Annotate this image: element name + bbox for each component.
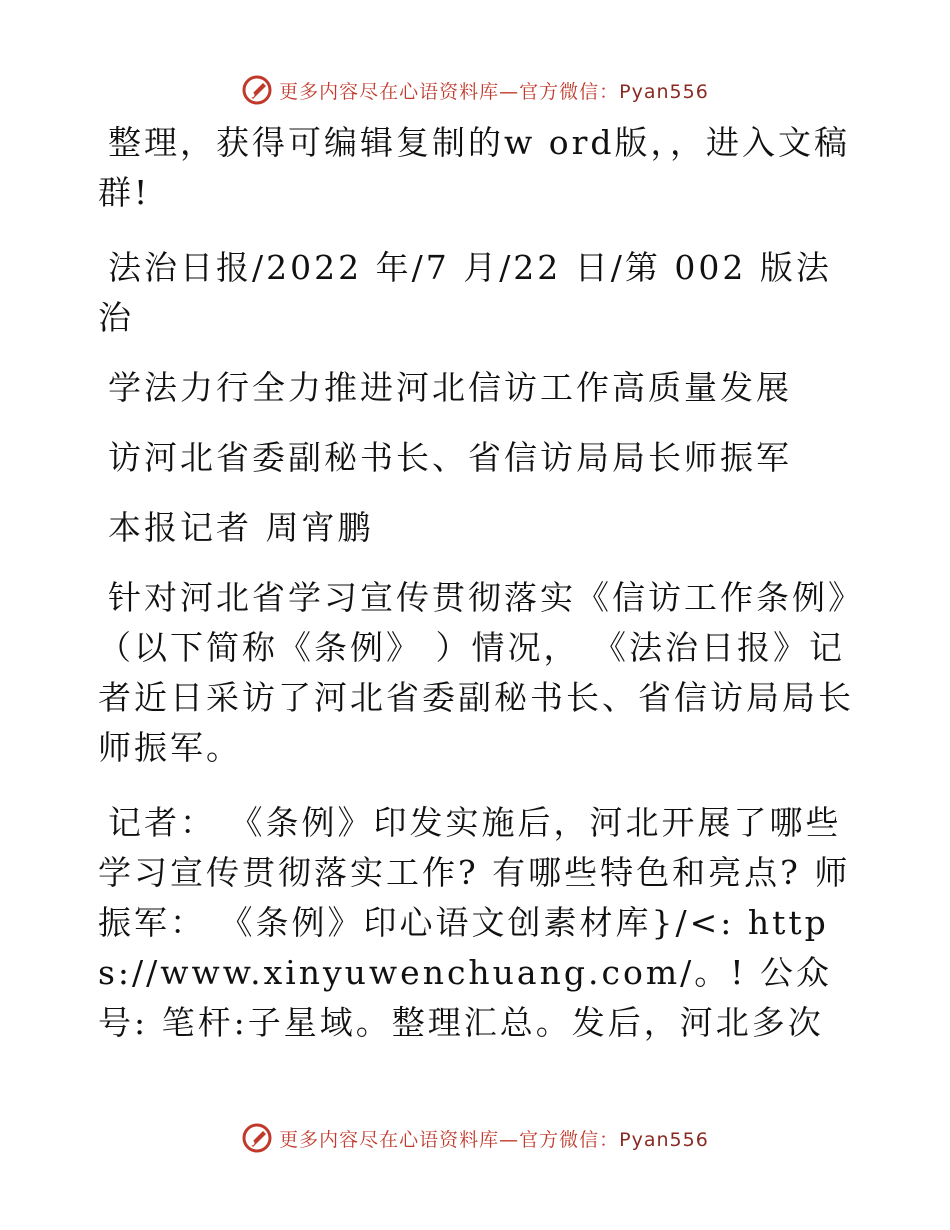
paragraph-intro: 整理，获得可编辑复制的w ord版，，进入文稿群! [98,123,851,212]
brand-logo-icon [241,1122,273,1154]
banner-text: 更多内容尽在心语资料库—官方微信：Pyan556 [279,1128,709,1151]
article-subtitle: 访河北省委副秘书长、省信访局局长师振军 [108,438,792,477]
document-body [98,118,858,1073]
wechat-id: Pyan556 [619,80,709,103]
paragraph-lead: 针对河北省学习宣传贯彻落实《信访工作条例》（以下简称《条例》 ）情况， 《法治日报》记者近日采访了河北省委副秘书长、省信访局局长师振军。 [98,578,854,767]
banner-text: 更多内容尽在心语资料库—官方微信：Pyan556 [279,80,709,103]
top-banner [0,70,950,110]
paragraph-source: 法治日报/2022 年/7 月/22 日/第 002 版法治 [98,248,832,337]
wechat-id: Pyan556 [619,1128,709,1151]
article-title: 学法力行全力推进河北信访工作高质量发展 [108,368,792,407]
brand-logo-icon [241,74,273,106]
bottom-banner [0,1118,950,1158]
paragraph-interview: 记者： 《条例》印发实施后，河北开展了哪些学习宣传贯彻落实工作? 有哪些特色和亮点? 师振军： 《条例》印心语文创素材库}/<: https://www.xinyuwenchuang.com/。! 公众号: 笔杆:子星域。整理汇总。发后，河北多次 [98,803,851,1042]
article-byline: 本报记者 周宵鹏 [108,508,374,547]
